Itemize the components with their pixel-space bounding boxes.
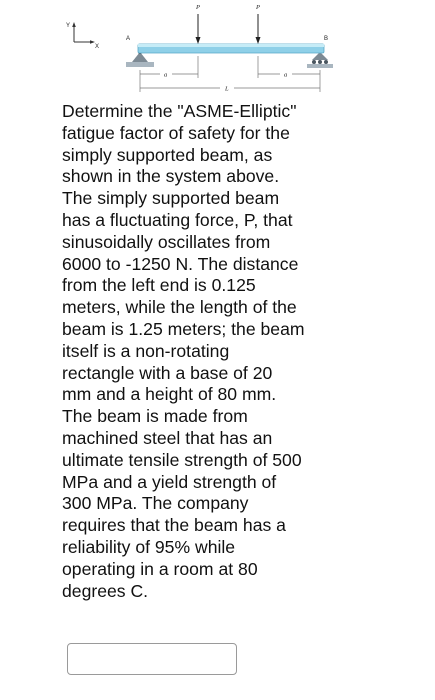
support-a-label: A xyxy=(126,36,131,42)
beam-highlight xyxy=(138,44,324,47)
problem-statement: Determine the "ASME-Elliptic" fatigue factor of safety for the simply supported beam, as shown in the system above. The simply supported beam has a fluctuating force, P, that sinusoidally oscillates from 6000 to -1250 N. The distance from the left end is 0.125 meters, while the length of the beam is 1.25 meters; the beam itself is a non-rotating rectangle with a base of 20 mm and a height of 80 mm. The beam is made from machined steel that has an ultimate tensile strength of 500 MPa and a yield strength of 300 MPa. The company requires that the beam has a reliability of 95% while operating in a room at 80 degrees C. xyxy=(62,101,305,601)
support-b-label: B xyxy=(324,36,329,42)
support-b xyxy=(307,52,333,68)
answer-input[interactable] xyxy=(67,643,237,675)
dim-left-label: a xyxy=(164,71,168,79)
force-right-label: P xyxy=(256,4,260,11)
dim-length-label: L xyxy=(225,85,229,93)
force-right-arrow xyxy=(256,14,261,44)
axis-x-label: X xyxy=(95,44,100,50)
beam-diagram xyxy=(60,0,340,95)
force-left-arrow xyxy=(196,14,201,44)
dim-right-label: a xyxy=(284,71,288,79)
axis-y-label: Y xyxy=(66,23,71,29)
coordinate-axes xyxy=(66,22,99,50)
force-left-label: P xyxy=(196,4,200,11)
